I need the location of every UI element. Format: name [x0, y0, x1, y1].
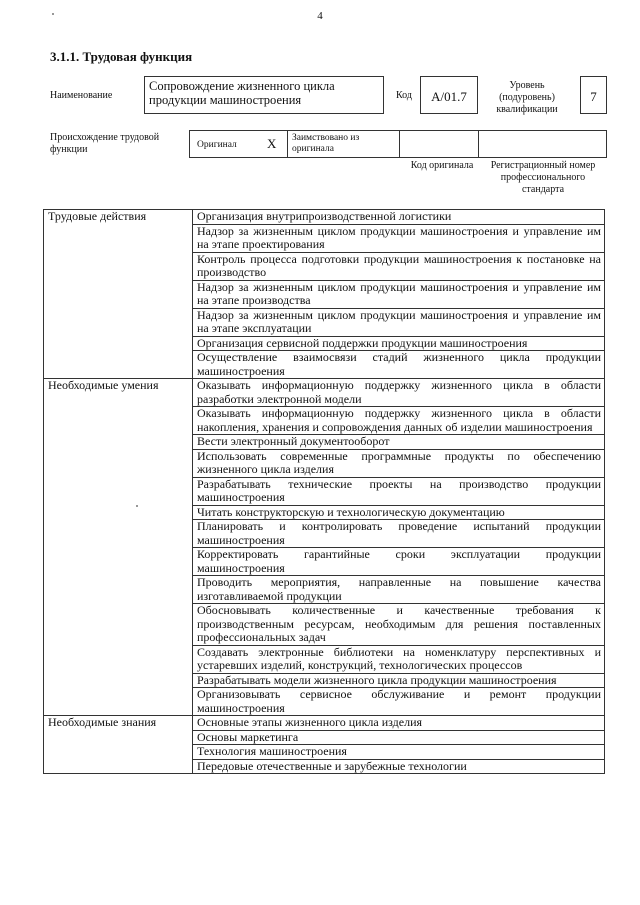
requirements-table	[43, 209, 605, 774]
list-item: Основы маркетинга	[193, 730, 605, 745]
list-item: Вести электронный документооборот	[193, 435, 605, 450]
list-item: Разрабатывать технические проекты на производство продукции машиностроения	[193, 477, 605, 505]
section-title-cell: Необходимые знания	[44, 716, 193, 774]
list-item: Оказывать информационную поддержку жизненного цикла в области разработки электронной модели	[193, 379, 605, 407]
list-item: Разрабатывать модели жизненного цикла продукции машиностроения	[193, 673, 605, 688]
list-item: Планировать и контролировать проведение испытаний продукции машиностроения	[193, 520, 605, 548]
list-item: Надзор за жизненным циклом продукции машиностроения и управление им на этапе эксплуатации	[193, 308, 605, 336]
name-label: Наименование	[50, 90, 113, 101]
reg-number-label: Регистрационный номер профессионального стандарта	[490, 160, 596, 195]
list-item: Создавать электронные библиотеки на номенклатуру перспективных и устаревших изделий, конструкций, технологических процессов	[193, 645, 605, 673]
list-item: Надзор за жизненным циклом продукции машиностроения и управление им на этапе производства	[193, 280, 605, 308]
section-title-cell: Трудовые действия	[44, 210, 193, 379]
code-label: Код	[396, 90, 412, 101]
list-item: Контроль процесса подготовки продукции машиностроения к постановке на производство	[193, 252, 605, 280]
origin-label: Происхождение трудовой функции	[50, 132, 160, 155]
table-row	[44, 716, 605, 731]
list-item: Использовать современные программные продукты по обеспечению жизненного цикла изделия	[193, 449, 605, 477]
borrowed-label: Заимствовано из оригинала	[292, 133, 360, 154]
level-label: Уровень (подуровень) квалификации	[496, 80, 558, 115]
list-item: Надзор за жизненным циклом продукции машиностроения и управление им на этапе проектирования	[193, 224, 605, 252]
section-title: 3.1.1. Трудовая функция	[50, 49, 193, 64]
list-item: Оказывать информационную поддержку жизненного цикла в области накопления, хранения и сопровождения данных об изделии машиностроения	[193, 407, 605, 435]
list-item: Основные этапы жизненного цикла изделия	[193, 716, 605, 731]
original-cell	[189, 130, 288, 158]
list-item: Проводить мероприятия, направленные на повышение качества изготавливаемой продукции	[193, 576, 605, 604]
list-item: Организовывать сервисное обслуживание и ремонт продукции машиностроения	[193, 688, 605, 716]
list-item: Передовые отечественные и зарубежные технологии	[193, 759, 605, 774]
table-row	[44, 379, 605, 407]
list-item: Технология машиностроения	[193, 745, 605, 760]
list-item: Осуществление взаимосвязи стадий жизненного цикла продукции машиностроения	[193, 351, 605, 379]
list-item: Организация сервисной поддержки продукции машиностроения	[193, 336, 605, 351]
level-value-box	[580, 76, 607, 114]
code-original-label: Код оригинала	[410, 160, 474, 171]
section-title-cell: Необходимые умения	[44, 379, 193, 716]
code-original-cell	[399, 130, 479, 158]
name-value-box	[144, 76, 384, 114]
list-item: Читать конструкторскую и технологическую документацию	[193, 505, 605, 520]
list-item: Корректировать гарантийные сроки эксплуатации продукции машиностроения	[193, 548, 605, 576]
reg-number-cell	[478, 130, 607, 158]
code-value-box	[420, 76, 478, 114]
borrowed-cell	[287, 130, 400, 158]
name-value: Сопровождение жизненного цикла продукции машиностроения	[149, 79, 335, 107]
scan-dot	[52, 13, 54, 15]
page-number: 4	[317, 10, 323, 22]
list-item: Организация внутрипроизводственной логистики	[193, 210, 605, 225]
original-mark: X	[267, 136, 277, 151]
level-value: 7	[590, 89, 597, 104]
code-value: A/01.7	[431, 89, 467, 104]
list-item: Обосновывать количественные и качественные требования к производственным ресурсам, необходимым для решения поставленных профессиональных задач	[193, 604, 605, 646]
original-label: Оригинал	[197, 140, 237, 150]
table-row	[44, 210, 605, 225]
